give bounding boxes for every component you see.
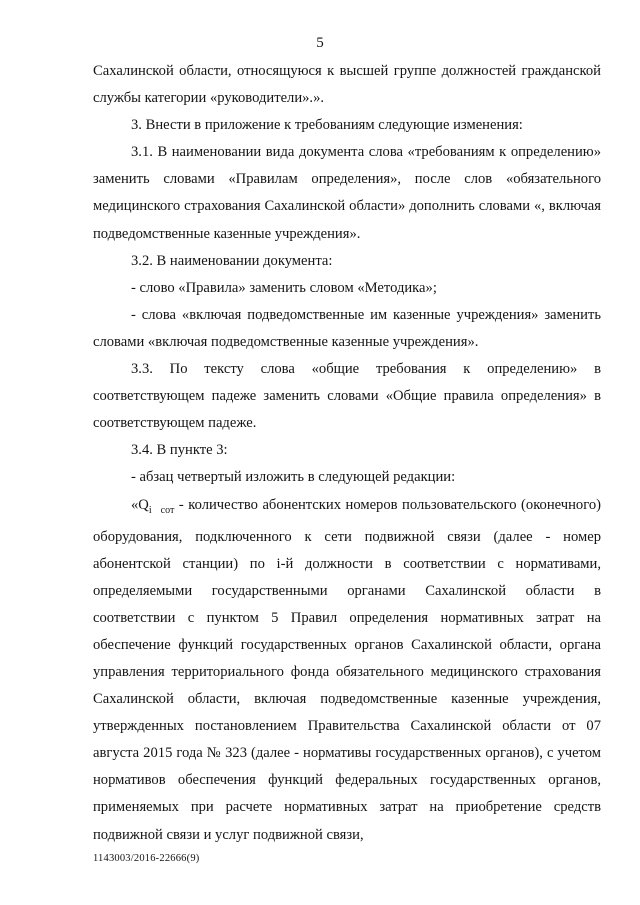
formula-subscript-sot: сот xyxy=(160,504,175,516)
document-body xyxy=(93,58,601,849)
paragraph: 3.2. В наименовании документа: xyxy=(131,252,333,269)
paragraph: - слова «включая подведомственные им казенные учреждения» заменить словами «включая подведомственные казенные учреждения». xyxy=(93,306,601,350)
paragraph: - абзац четвертый изложить в следующей редакции: xyxy=(131,469,456,486)
paragraph: 3.3. По тексту слова «общие требования к определению» в соответствующем падеже заменить словами «Общие правила определения» в соответствующем падеже. xyxy=(93,361,601,432)
paragraph: Сахалинской области, относящуюся к высшей группе должностей гражданской службы категории «руководители».». xyxy=(93,63,601,107)
formula-paragraph xyxy=(93,492,601,849)
formula-description: - количество абонентских номеров пользовательского (оконечного) оборудования, подключенного к сети подвижной связи (далее - номер абонентской станции) по i-й должности в соответствии с нормативами, определяемыми государственными органами Сахалинской области в соответствии с пунктом 5 Правил определения нормативных затрат на обеспечение функций государственных органов Сахалинской области, органа управления территориального фонда обязательного медицинского страхования Сахалинской области, включая подведомственные казенные учреждения, утвержденных постановлением Правительства Сахалинской области от 07 августа 2015 года № 323 (далее - нормативы государственных органов), с учетом нормативов обеспечения функций федеральных государственных органов, применяемых при расчете нормативных затрат на приобретение средств подвижной связи и услуг подвижной связи, xyxy=(93,496,601,843)
document-code: 1143003/2016-22666(9) xyxy=(93,853,200,864)
formula-symbol: «Q xyxy=(131,496,149,513)
paragraph: 3.4. В пункте 3: xyxy=(131,442,228,459)
paragraph: - слово «Правила» заменить словом «Методика»; xyxy=(131,279,437,296)
page-number: 5 xyxy=(316,35,324,51)
paragraph: 3.1. В наименовании вида документа слова «требованиям к определению» заменить словами «Правилам определения», после слов «обязательного медицинского страхования Сахалинской области» дополнить словами «, включая подведомственные казенные учреждения». xyxy=(93,144,601,242)
paragraph: 3. Внести в приложение к требованиям следующие изменения: xyxy=(131,117,523,134)
formula-subscript-i: i xyxy=(148,504,152,516)
